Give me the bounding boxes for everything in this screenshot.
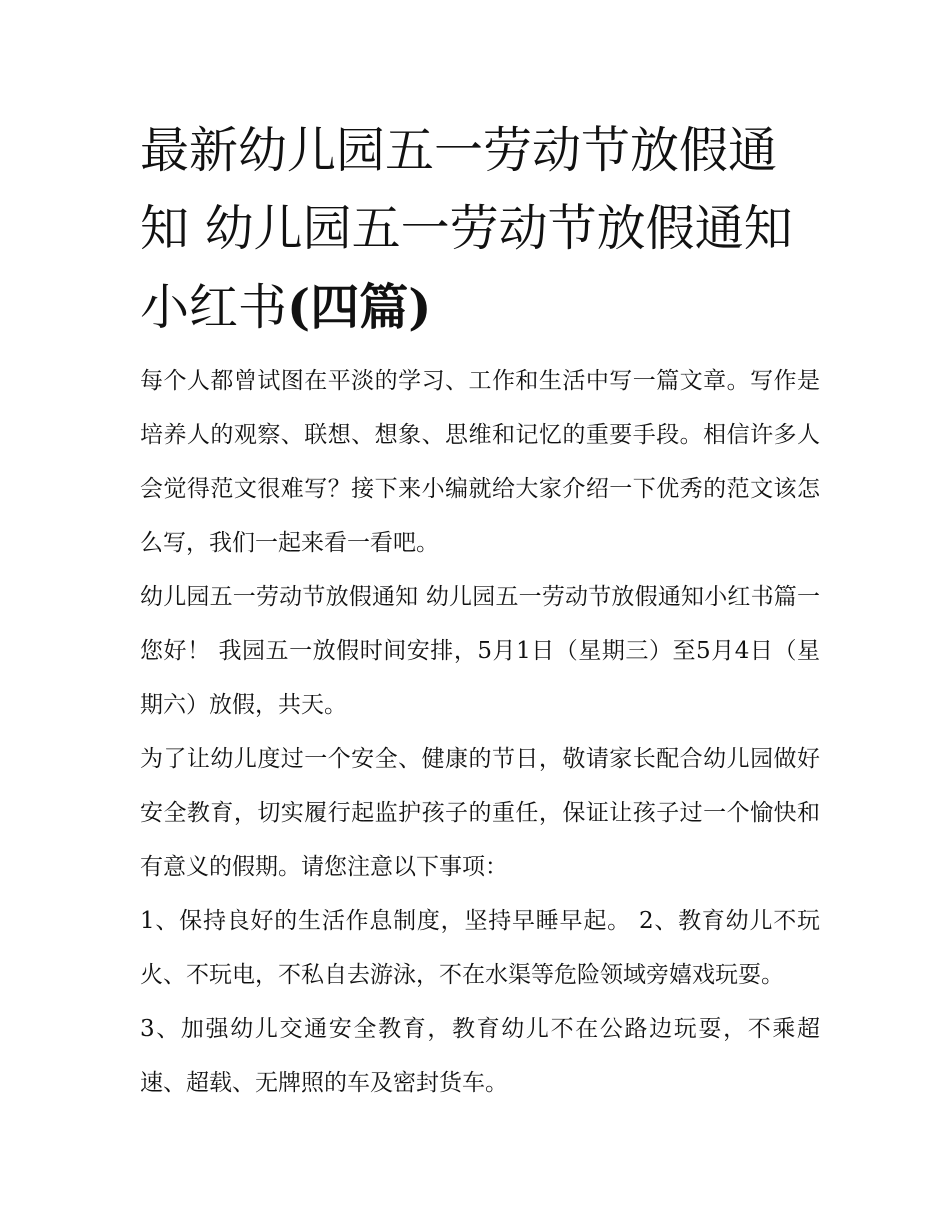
title-main-text: 最新幼儿园五一劳动节放假通知 幼儿园五一劳动节放假通知小红书 — [140, 122, 793, 336]
intro-paragraph: 每个人都曾试图在平淡的学习、工作和生活中写一篇文章。写作是培养人的观察、联想、想象、思维和记忆的重要手段。相信许多人会觉得范文很难写？接下来小编就给大家介绍一下优秀的范文该怎么写，我们一起来看一看吧。 — [140, 368, 820, 556]
notice-paragraph: 幼儿园五一劳动节放假通知 幼儿园五一劳动节放假通知小红书篇一 您好！ 我园五一放假时间安排，5月1日（星期三）至5月4日（星期六）放假，共天。 — [140, 584, 820, 718]
safety-paragraph: 为了让幼儿度过一个安全、健康的节日，敬请家长配合幼儿园做好安全教育，切实履行起监护孩子的重任，保证让孩子过一个愉快和有意义的假期。请您注意以下事项： — [140, 746, 820, 880]
document-title — [140, 112, 820, 347]
title-suffix-text: (四篇) — [287, 278, 432, 336]
items-1-2-paragraph: 1、保持良好的生活作息制度，坚持早睡早起。 2、教育幼儿不玩火、不玩电，不私自去游泳，不在水渠等危险领域旁嬉戏玩耍。 — [140, 908, 820, 988]
document-body — [140, 354, 820, 1110]
item-3-paragraph: 3、加强幼儿交通安全教育，教育幼儿不在公路边玩耍，不乘超速、超载、无牌照的车及密封货车。 — [140, 1016, 820, 1096]
